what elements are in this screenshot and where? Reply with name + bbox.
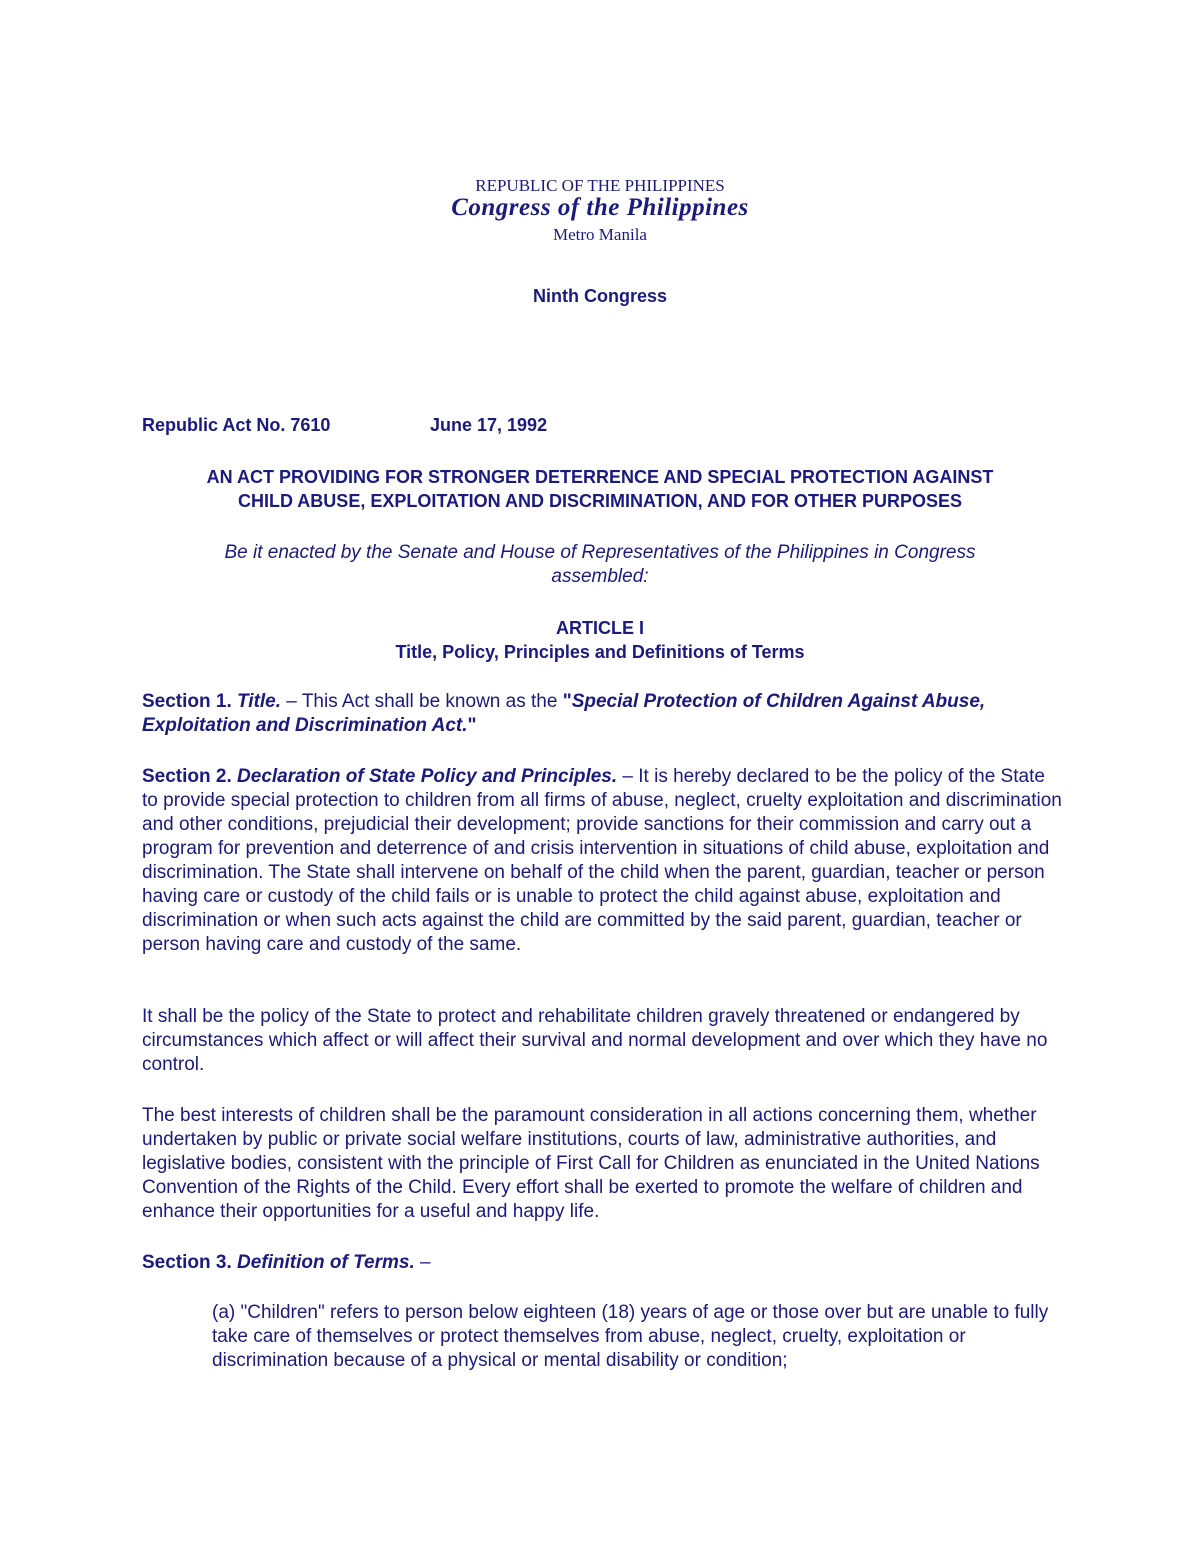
section-1-quote-close: " [467, 715, 477, 736]
location-heading: Metro Manila [553, 225, 647, 244]
section-3 [142, 1251, 1062, 1275]
section-1-label: Section 1. [142, 691, 232, 712]
section-1-quote-open: " [562, 691, 572, 712]
section-3-heading: Definition of Terms. [237, 1252, 415, 1273]
section-2-paragraph-3: The best interests of children shall be the paramount consideration in all actions concerning them, whether undertaken by public or private social welfare institutions, courts of law, administrative authorities, and legislative bodies, consistent with the principle of First Call for Children as enunciated in the United Nations Convention of the Rights of the Child. Every effort shall be exerted to promote the welfare of children and enhance their opportunities for a useful and happy life. [142, 1105, 1040, 1222]
section-1-heading: Title. [237, 691, 282, 712]
congress-heading: Congress of the Philippines [451, 194, 749, 221]
article-number: ARTICLE I [556, 618, 644, 638]
definition-item-a: (a) "Children" refers to person below eighteen (18) years of age or those over but are unable to fully take care of themselves or protect themselves from abuse, neglect, cruelty, exploitation or discrimination because of a physical or mental disability or condition; [212, 1302, 1049, 1371]
article-title: Title, Policy, Principles and Definitions of Terms [395, 642, 805, 662]
enacting-clause-line-1: Be it enacted by the Senate and House of Representatives of the Philippines in Congress [224, 542, 976, 563]
section-3-dash: – [414, 1252, 431, 1273]
section-2-label: Section 2. [142, 766, 232, 787]
act-title [142, 465, 1058, 513]
article-heading [0, 616, 1200, 664]
section-2-paragraph-2: It shall be the policy of the State to protect and rehabilitate children gravely threatened or endangered by circumstances which affect or will affect their survival and normal development and over which they have no control. [142, 1006, 1048, 1075]
section-1 [142, 690, 1062, 738]
session-heading: Ninth Congress [532, 286, 667, 306]
section-1-act-name: Special Protection of Children Against Abuse, Exploitation and Discrimination Act. [142, 691, 986, 736]
act-title-line-2: CHILD ABUSE, EXPLOITATION AND DISCRIMINATION, AND FOR OTHER PURPOSES [237, 491, 963, 511]
act-date: June 17, 1992 [430, 415, 548, 435]
section-2-paragraph-1: – It is hereby declared to be the policy of the State to provide special protection to children from all firms of abuse, neglect, cruelty exploitation and discrimination and other conditions, prejudicial their development; provide sanctions for their commission and carry out a program for prevention and deterrence of and crisis intervention in situations of child abuse, exploitation and discrimination. The State shall intervene on behalf of the child when the parent, guardian, teacher or person having care or custody of the child fails or is unable to protect the child against abuse, exploitation and discrimination or when such acts against the child are committed by the said parent, guardian, teacher or person having care and custody of the same. [142, 766, 1062, 955]
enacting-clause [142, 541, 1058, 589]
section-1-lead: – This Act shall be known as the [281, 691, 563, 712]
section-3-label: Section 3. [142, 1252, 232, 1273]
enacting-clause-line-2: assembled: [551, 566, 649, 587]
act-title-line-1: AN ACT PROVIDING FOR STRONGER DETERRENCE AND SPECIAL PROTECTION AGAINST [206, 467, 994, 487]
section-2-heading: Declaration of State Policy and Principles. [237, 766, 618, 787]
act-number: Republic Act No. 7610 [142, 415, 331, 435]
republic-heading: REPUBLIC OF THE PHILIPPINES [475, 176, 725, 195]
section-2 [142, 765, 1062, 957]
